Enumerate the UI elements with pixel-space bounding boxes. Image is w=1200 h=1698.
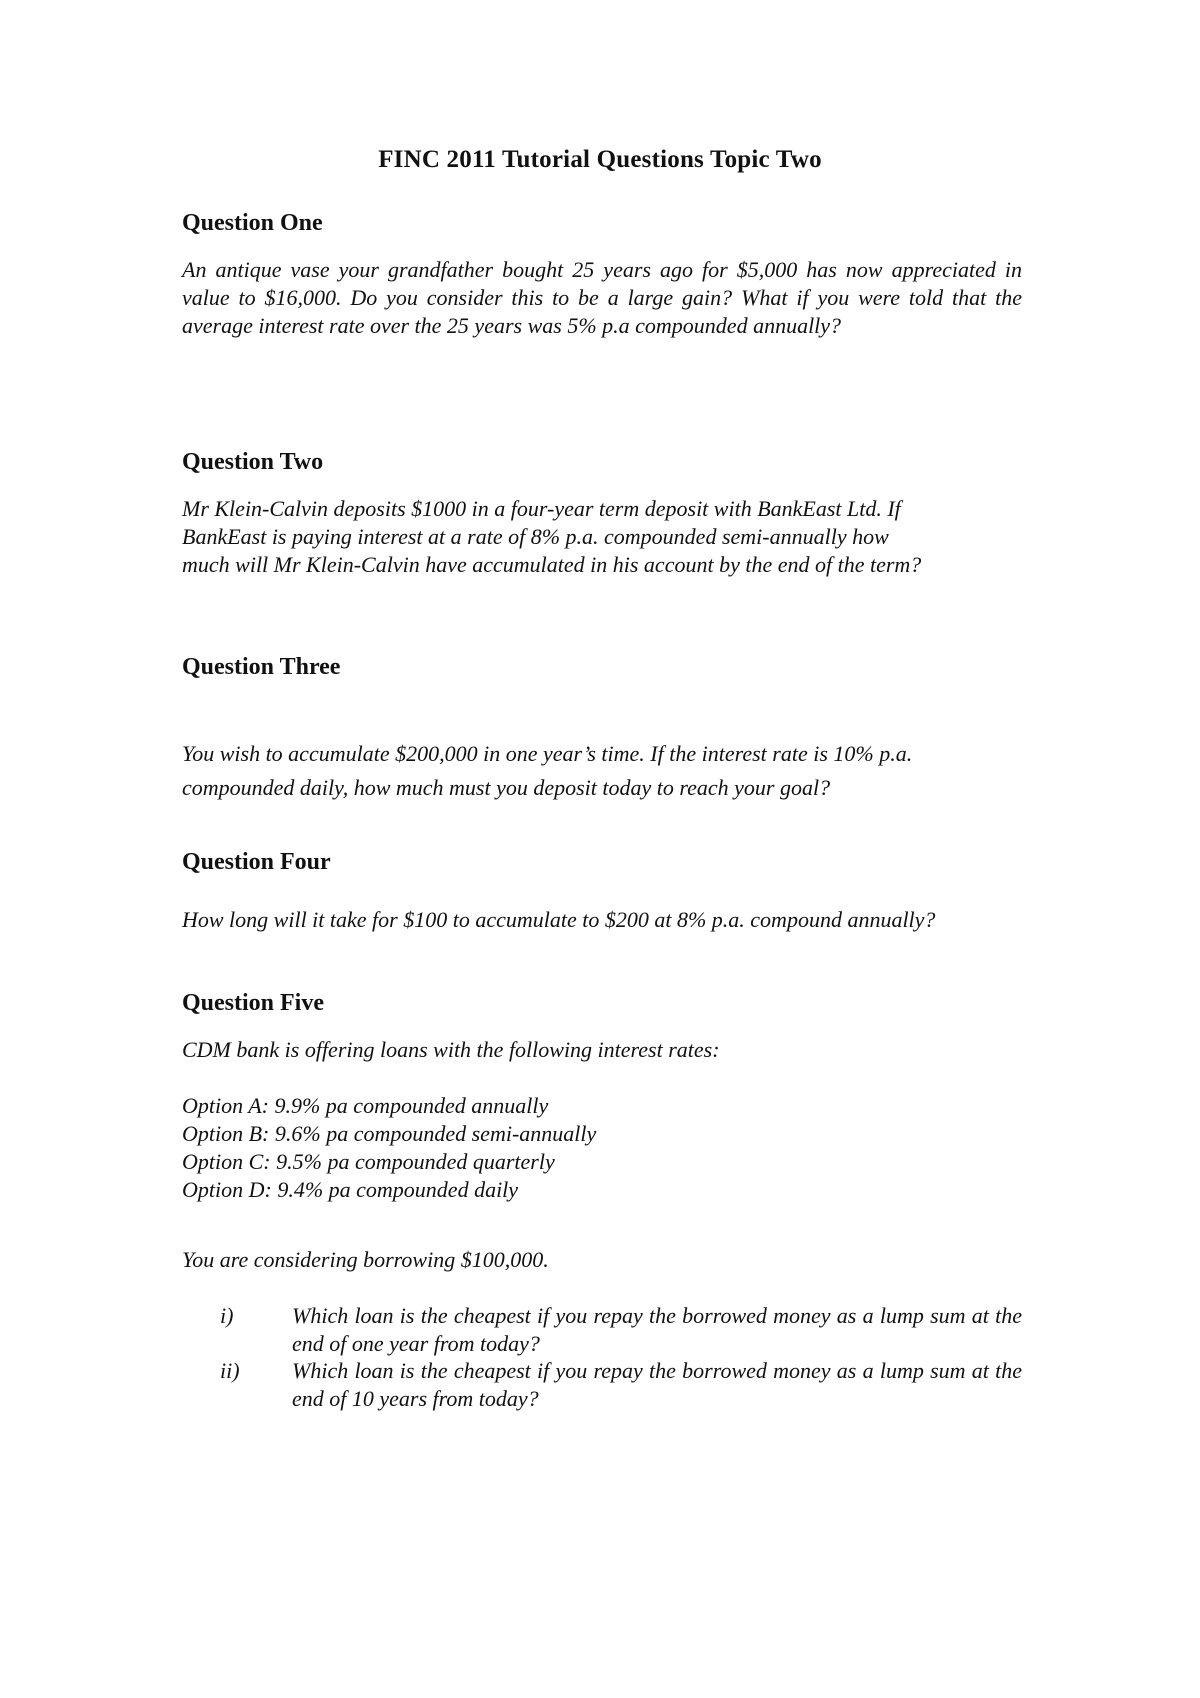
subquestion-text: Which loan is the cheapest if you repay the borrowed money as a lump sum at the end of 10 years from today?	[292, 1358, 1022, 1411]
loan-option: Option A: 9.9% pa compounded annually	[182, 1093, 549, 1118]
loan-option: Option D: 9.4% pa compounded daily	[182, 1177, 519, 1202]
question-three-line: You wish to accumulate $200,000 in one year’s time. If the interest rate is 10% p.a.	[182, 741, 913, 766]
document-title: FINC 2011 Tutorial Questions Topic Two	[378, 146, 822, 173]
question-three-heading: Question Three	[182, 654, 341, 680]
loan-options-list	[182, 1092, 1022, 1204]
question-five-intro: CDM bank is offering loans with the following interest rates:	[182, 1037, 720, 1062]
loan-option: Option C: 9.5% pa compounded quarterly	[182, 1149, 555, 1174]
question-three-text	[182, 737, 1022, 805]
question-four-heading: Question Four	[182, 849, 331, 875]
question-one-heading: Question One	[182, 210, 323, 236]
loan-option: Option B: 9.6% pa compounded semi-annually	[182, 1121, 597, 1146]
question-three-line: compounded daily, how much must you deposit today to reach your goal?	[182, 775, 831, 800]
subquestion-marker: i)	[220, 1303, 234, 1328]
subquestion-text: Which loan is the cheapest if you repay the borrowed money as a lump sum at the end of one year from today?	[292, 1303, 1022, 1356]
question-five-heading: Question Five	[182, 990, 324, 1016]
question-two-heading: Question Two	[182, 449, 324, 475]
question-two-text	[182, 495, 1022, 579]
question-two-line: BankEast is paying interest at a rate of 8% p.a. compounded semi-annually how	[182, 524, 889, 549]
subquestion-marker: ii)	[220, 1358, 240, 1383]
question-one-text: An antique vase your grandfather bought 25 years ago for $5,000 has now appreciated in value to $16,000. Do you consider this to be a large gain? What if you were told that the average interest rate over the 25 years was 5% p.a compounded annually?	[182, 257, 1022, 338]
question-two-line: Mr Klein-Calvin deposits $1000 in a four-year term deposit with BankEast Ltd. If	[182, 496, 901, 521]
borrowing-statement: You are considering borrowing $100,000.	[182, 1247, 549, 1272]
question-two-line: much will Mr Klein-Calvin have accumulated in his account by the end of the term?	[182, 552, 922, 577]
question-four-text: How long will it take for $100 to accumulate to $200 at 8% p.a. compound annually?	[182, 907, 936, 932]
